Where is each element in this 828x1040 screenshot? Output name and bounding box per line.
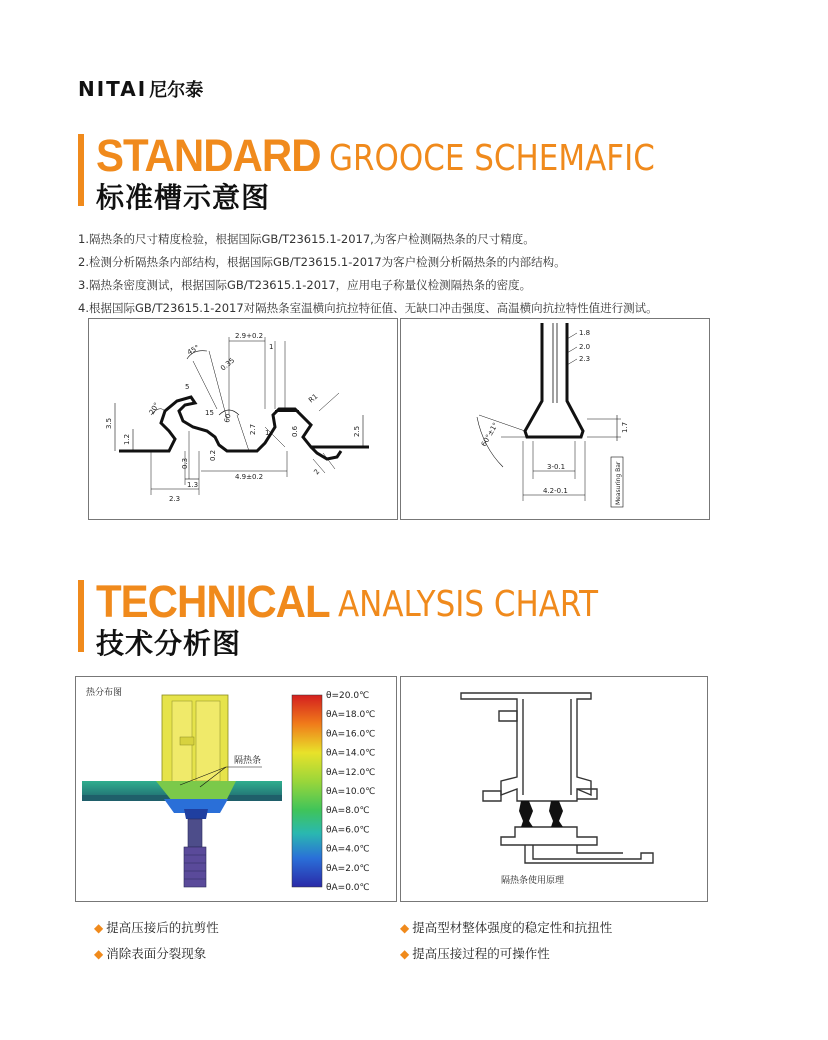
dim-label: 0.35 [219, 356, 237, 373]
dim-label: 2.0 [579, 343, 591, 351]
dim-label: R1 [307, 392, 320, 405]
dim-label: 1 [269, 343, 274, 351]
brand-name-cn: 尼尔泰 [149, 80, 204, 101]
legend-label: θA=8.0℃ [326, 806, 370, 817]
heading-cn-title: 技术分析图 [96, 627, 242, 660]
dim-label: 2.5 [353, 425, 361, 437]
bullet-icon: ◆ [94, 921, 104, 935]
test-notes [78, 228, 758, 320]
brand-name-en: NITAI [78, 77, 148, 101]
note-line: 1.隔热条的尺寸精度检验，根据国际GB/T23615.1-2017,为客户检测隔热条的尺寸精度。 [78, 232, 535, 246]
dim-label: 2.7 [249, 423, 257, 435]
temperature-legend [326, 691, 375, 893]
groove-dimension-drawing [88, 318, 398, 520]
legend-label: θA=16.0℃ [326, 729, 376, 740]
accent-bar [78, 580, 84, 652]
benefit-item: ◆ 消除表面分裂现象 [94, 946, 207, 961]
dim-label: 2.3 [169, 495, 181, 503]
thermal-caption: 热分布图 [86, 688, 123, 698]
measuring-bar-label: Measuring Bar [615, 461, 622, 505]
legend-label: θA=10.0℃ [326, 787, 376, 797]
bullet-icon: ◆ [400, 947, 410, 961]
dim-label: 1.7 [621, 421, 629, 433]
note-line: 4.根据国际GB/T23615.1-2017对隔热条室温横向抗拉特征值、无缺口冲击强度、高温横向抗拉特性值进行测试。 [78, 301, 658, 315]
bullet-icon: ◆ [400, 921, 410, 935]
legend-label: θA=4.0℃ [326, 844, 370, 855]
dim-label: 45° [186, 343, 201, 357]
legend-label: θ=20.0℃ [326, 691, 370, 701]
legend-label: θA=14.0℃ [326, 748, 376, 759]
brand-logo [78, 76, 203, 102]
thermal-strip-label: 隔热条 [234, 756, 262, 766]
heading-bold-word: TECHNICAL [96, 576, 330, 627]
thermal-distribution-panel [75, 676, 397, 902]
section-technical-heading [78, 578, 738, 658]
dim-label: 15 [205, 409, 214, 417]
dim-label: 1.8 [579, 329, 591, 337]
dim-label: 3.5 [105, 417, 113, 429]
section-standard-heading [78, 132, 738, 212]
heading-light-word: ANALYSIS CHART [337, 584, 598, 625]
note-line: 3.隔热条密度测试，根据国际GB/T23615.1-2017，应用电子称量仪检测隔热条的密度。 [78, 278, 532, 292]
benefit-item: ◆ 提高压接过程的可操作性 [400, 946, 550, 961]
legend-label: θA=0.0℃ [326, 883, 370, 893]
dim-label: 5 [185, 383, 190, 391]
dim-label: 0.2 [209, 449, 217, 461]
dim-label: 20° [147, 401, 161, 416]
profile-principle-panel [400, 676, 708, 902]
legend-label: θA=18.0℃ [326, 710, 376, 721]
dim-label: 60 [223, 413, 233, 424]
dim-label: 2.3 [579, 355, 591, 363]
dim-label: 1 [265, 429, 270, 437]
dim-label: 0.6 [291, 425, 299, 437]
legend-label: θA=6.0℃ [326, 825, 370, 836]
dim-label: 60°±1° [479, 421, 500, 448]
benefit-item: ◆ 提高型材整体强度的稳定性和抗扭性 [400, 920, 613, 935]
heading-bold-word: STANDARD [96, 130, 321, 181]
dim-label: 4.2-0.1 [543, 487, 568, 495]
heading-light-word: GROOCE SCHEMAFIC [328, 138, 655, 179]
note-line: 2.检测分析隔热条内部结构，根据国际GB/T23615.1-2017为客户检测分析隔热条的内部结构。 [78, 255, 566, 269]
accent-bar [78, 134, 84, 206]
dim-label: 3-0.1 [547, 463, 566, 471]
measuring-bar-drawing [400, 318, 710, 520]
dim-label: 1.3 [187, 481, 199, 489]
heading-cn-title: 标准槽示意图 [96, 181, 271, 214]
legend-label: θA=2.0℃ [326, 863, 370, 874]
dim-label: 4.9±0.2 [235, 473, 264, 481]
dim-label: 0.3 [181, 457, 189, 469]
dim-label: 2.9+0.2 [235, 332, 264, 340]
bullet-icon: ◆ [94, 947, 104, 961]
profile-caption: 隔热条使用原理 [501, 876, 565, 886]
benefit-item: ◆ 提高压接后的抗剪性 [94, 920, 219, 935]
legend-label: θA=12.0℃ [326, 767, 376, 778]
dim-label: 1.2 [123, 433, 131, 445]
dim-label: 2 [312, 467, 322, 477]
